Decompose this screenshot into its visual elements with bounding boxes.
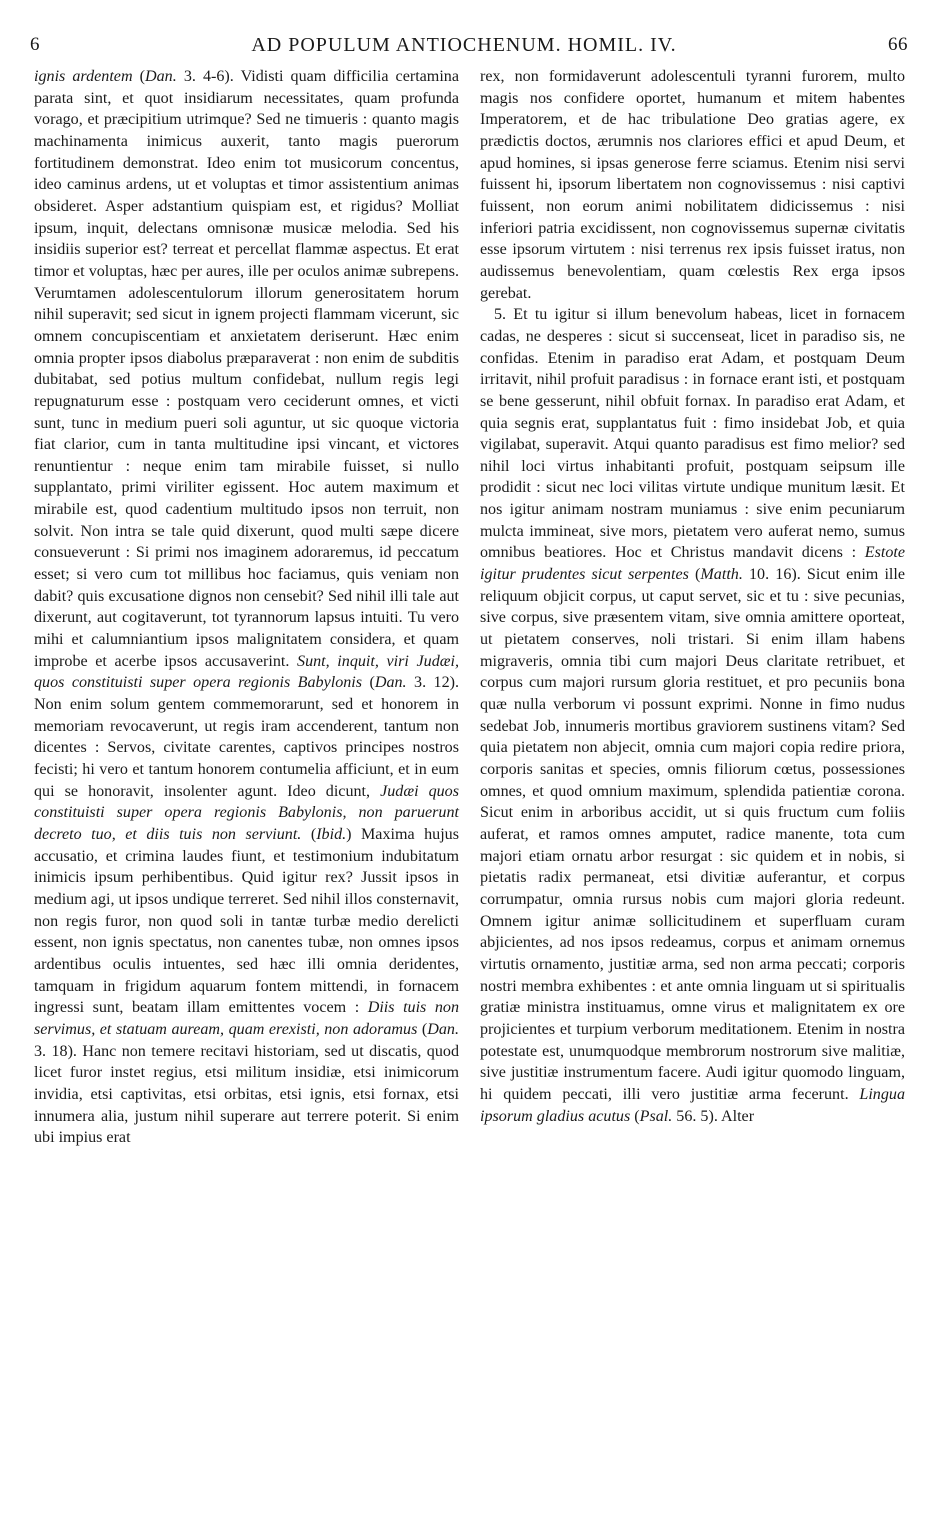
italic-quote: Sunt, inquit, viri Judæi, quos constituisti super opera regionis Babylonis [34,652,459,692]
left-paragraph [34,66,459,1149]
italic-reference: Dan. [427,1020,459,1038]
text-run: 3. 4-6). Vidisti quam difficilia certamina parata sint, et quot insidiarum necessitates, quam profunda vorago, et præcipitium utrimque? Sed ne timueris : quanto magis machinamenta inimicus auxerit, tanto magis puerorum fortitudinem demonstrat. Ideo enim tot musicorum concentus, ideo caminus ardens, ut et voluptas et timor assistentium animas obsideret. Asper adstantium quispiam est, et rigidus? Molliat ipsum, inquit, delectans omnisonæ musicæ melodia. Sed his insidiis superior est? terreat et percellat flammæ aspectus. Et erat timor et voluptas, hæc per aures, ille per oculos animæ subrepens. Verumtamen adolescentulorum illorum generositatem horum nihil superavit; sed sicut in ignem projecti flammam vicerunt, sic omnem concupiscentiam et anxietatem deriserunt. Hæc enim omnia propter ipsos diabolus præparaverat : non enim de subditis dubitabat, sed potius multum confidebat, nullum regis legi repugnaturum esse : postquam vero ceciderunt omnes, et victi sunt, tunc in medium pueri soli aguntur, ut sic quoque victoria fiat clarior, cum in tanta multitudine ipsi vincant, et victores renuntientur : neque enim tam mirabile fuisset, si nullo supplantato, primi viriliter egissent. Hoc autem maximum et mirabile est, quod cadentium multitudo ipsos non terruit, non solvit. Non intra se tale quid dixerunt, quod multi sæpe dicere consueverunt : Si primi nos imaginem adoraremus, id peccatum esset; si vero cum tot millibus hoc faciamus, quis veniam non dabit? quis excusatione dignos non censebit? Sed nihil illi tale aut dixerunt, aut cogitaverunt, tot tyrannorum lapsus intuiti. Tu vero mihi et calumniantium ipsos malignitatem considera, et quam improbe et acerbe ipsos accusaverint. [34,68,459,670]
italic-quote: Diis tuis non servimus, et statuam auream, quam erexisti, non adoramus [34,999,459,1038]
text-run: ( [688,566,701,584]
text-run: 3. 18). Hanc non temere recitavi historiam, sed ut discatis, quod licet furor instet regius, etsi militum insidiæ, etsi inimicorum invidia, etsi captivitas, etsi orbitas, etsi ignis, etsi fornax, etsi innumera alia, justum nihil superare aut terrere poterit. Si enim ubi impius erat [34,1042,459,1147]
text-run: ( [630,1107,640,1125]
text-run: 3. 12). Non enim solum gentem commemorarunt, sed et honorem in memoriam revocaverunt, ut regis iram accenderent, tantum non dicentes : Servos, civitate carentes, captivos principes nostros fecisti; hi vero et tantum honorem contumelia afficiunt, et in eum qui se honoravit, insolenter agunt. Ideo dicunt, [34,674,460,800]
italic-reference: Ibid. [316,825,347,843]
page-number-right: 66 [888,34,908,55]
left-column [34,66,459,1149]
text-run: ( [301,825,317,843]
italic-reference: Dan. [374,674,407,692]
italic-quote: Estote igitur prudentes sicut serpentes [480,544,905,584]
right-column [480,66,905,1127]
right-paragraph-2 [480,304,905,1127]
italic-reference: Psal. [639,1107,673,1125]
italic-reference: Dan. [145,68,177,85]
text-run: ) Maxima hujus accusatio, et crimina laudes fiunt, et testimonium indubitatum inimicis ipsum perhibentibus. Quid igitur rex? Jussit ipsos in medium agi, ut ipsos undique terreret. Sed nihil illos consternavit, non regis furor, non quod soli in tantæ turbæ medio derelicti essent, non ignis spectatus, non canentes tubæ, non omnes ipsos ardentibus oculis intuentes, sed hæc illi omnia deridentes, tamquam in frigidum aquarum fontem mittendi, in fornacem ingressi sunt, beatam illam emittentes vocem : [34,825,459,1017]
text-run: ( [362,674,375,692]
italic-citation: ignis ardentem [34,68,133,85]
italic-quote: Lingua ipsorum gladius acutus [480,1085,905,1125]
right-paragraph-1: rex, non formidaverunt adolescentuli tyranni furorem, multo magis nos confidere oportet, humanum et mitem habentes Imperatorem, et de hac tribulatione Deo gratias agere, ex prædictis doctos, ærumnis nos clariores effici et apud Deum, et apud homines, si ipsas generose ferre sciamus. Etenim nisi servi fuissent hi, ipsorum libertatem non cognovissemus : nisi captivi fuissent, non eorum animi nobilitatem didicissemus : nisi inferiori patria excidissent, non cognovissemus supernæ civitatis esse ipsorum virtutem : nisi terrenus rex ipsis fuisset iratus, non audissemus benevolentiam, quam cœlestis Rex erga ipsos gerebat. [480,68,905,302]
text-run: 5. Et tu igitur si illum benevolum habeas, licet in fornacem cadas, ne desperes : sicut si succenseat, licet in paradiso sis, ne confidas. Etenim in paradiso erat Adam, et postquam Deum irritavit, nihil profuit paradisus : in fornace erant isti, et postquam se bene gesserunt, nihil obfuit fornax. In paradiso erat Adam, et quia segnis erat, supplantatus fuit : fimo insidebat Job, et quia vigilabat, superavit. Atqui quanto paradisus est fimo melior? sed nihil loci virtus inhabitanti profuit, postquam seipsum ille prodidit : sicut nec loci vilitas virtute undique munitum læsit. Et nos igitur animam nostram muniamus : sive enim pecuniarum mulcta immineat, sive mors, pietatem vero auferat nemo, sumus omnibus beatiores. Hoc et Christus mandavit dicens : [480,306,905,562]
page-number-left: 6 [30,34,40,55]
page-header [30,28,908,62]
text-run: 56. 5). Alter [672,1107,755,1125]
text-run: ( [132,68,145,85]
running-title: AD POPULUM ANTIOCHENUM. HOMIL. IV. [251,33,677,56]
text-run: 10. 16). Sicut enim ille reliquum objicit corpus, ut caput servet, sic et tu : sive pecunias, sive corpus, sive præsentem vitam, sive omnia amittere oporteat, ut pietatem conserves, noli tristari. Si enim illam habens migraveris, omnia tibi cum majori Deus claritate retribuet, et corpus cum majori rursum gloria restituet, et pro pecuniis bona quæ nulla verborum vi possunt exprimi. Nonne in fimo nudus sedebat Job, innumeris mortibus graviorem sustinens vitam? Sed quia pietatem non abjecit, omnia cum majori copia redire priora, corporis sanitas et species, omnis filiorum cœtus, possessiones omnes, et quod omnium maximum, splendida patientiæ corona. Sicut enim in arboribus accidit, ut si quis fructum cum foliis auferat, et ramos omnes amputet, radice manente, tota cum majori etiam ornatu arbor resurgat : sic quidem et in nobis, si pietatis radix permaneat, etsi divitiæ auferantur, et corpus corrumpatur, omnia rursus nobis cum majori gloria redeunt. Omnem igitur animæ sollicitudinem et superfluam curam abjicientes, ad nos ipsos redeamus, corpus et animam ornemus virtutis ornamento, justitiæ arma, sed non arma peccati; corporis nostri membra exhibentes : et ante omnia linguam ut si spiritualis gratiæ ministra instituamus, omne virus et malignitatem ex ore projicientes et turpium verborum meditationem. Etenim in nostra potestate est, unumquodque membrorum nostrorum sive malitiæ, sive justitiæ instrumentum facere. Audi igitur quomodo linguam, hi quidem peccati, illi vero justitiæ arma fecerunt. [480,566,906,1103]
italic-reference: Matth. [700,566,743,584]
italic-quote: Judæi quos constituisti super opera regionis Babylonis, non paruerunt decreto tuo, et diis tuis non serviunt. [34,782,459,843]
text-run: ( [417,1020,428,1038]
